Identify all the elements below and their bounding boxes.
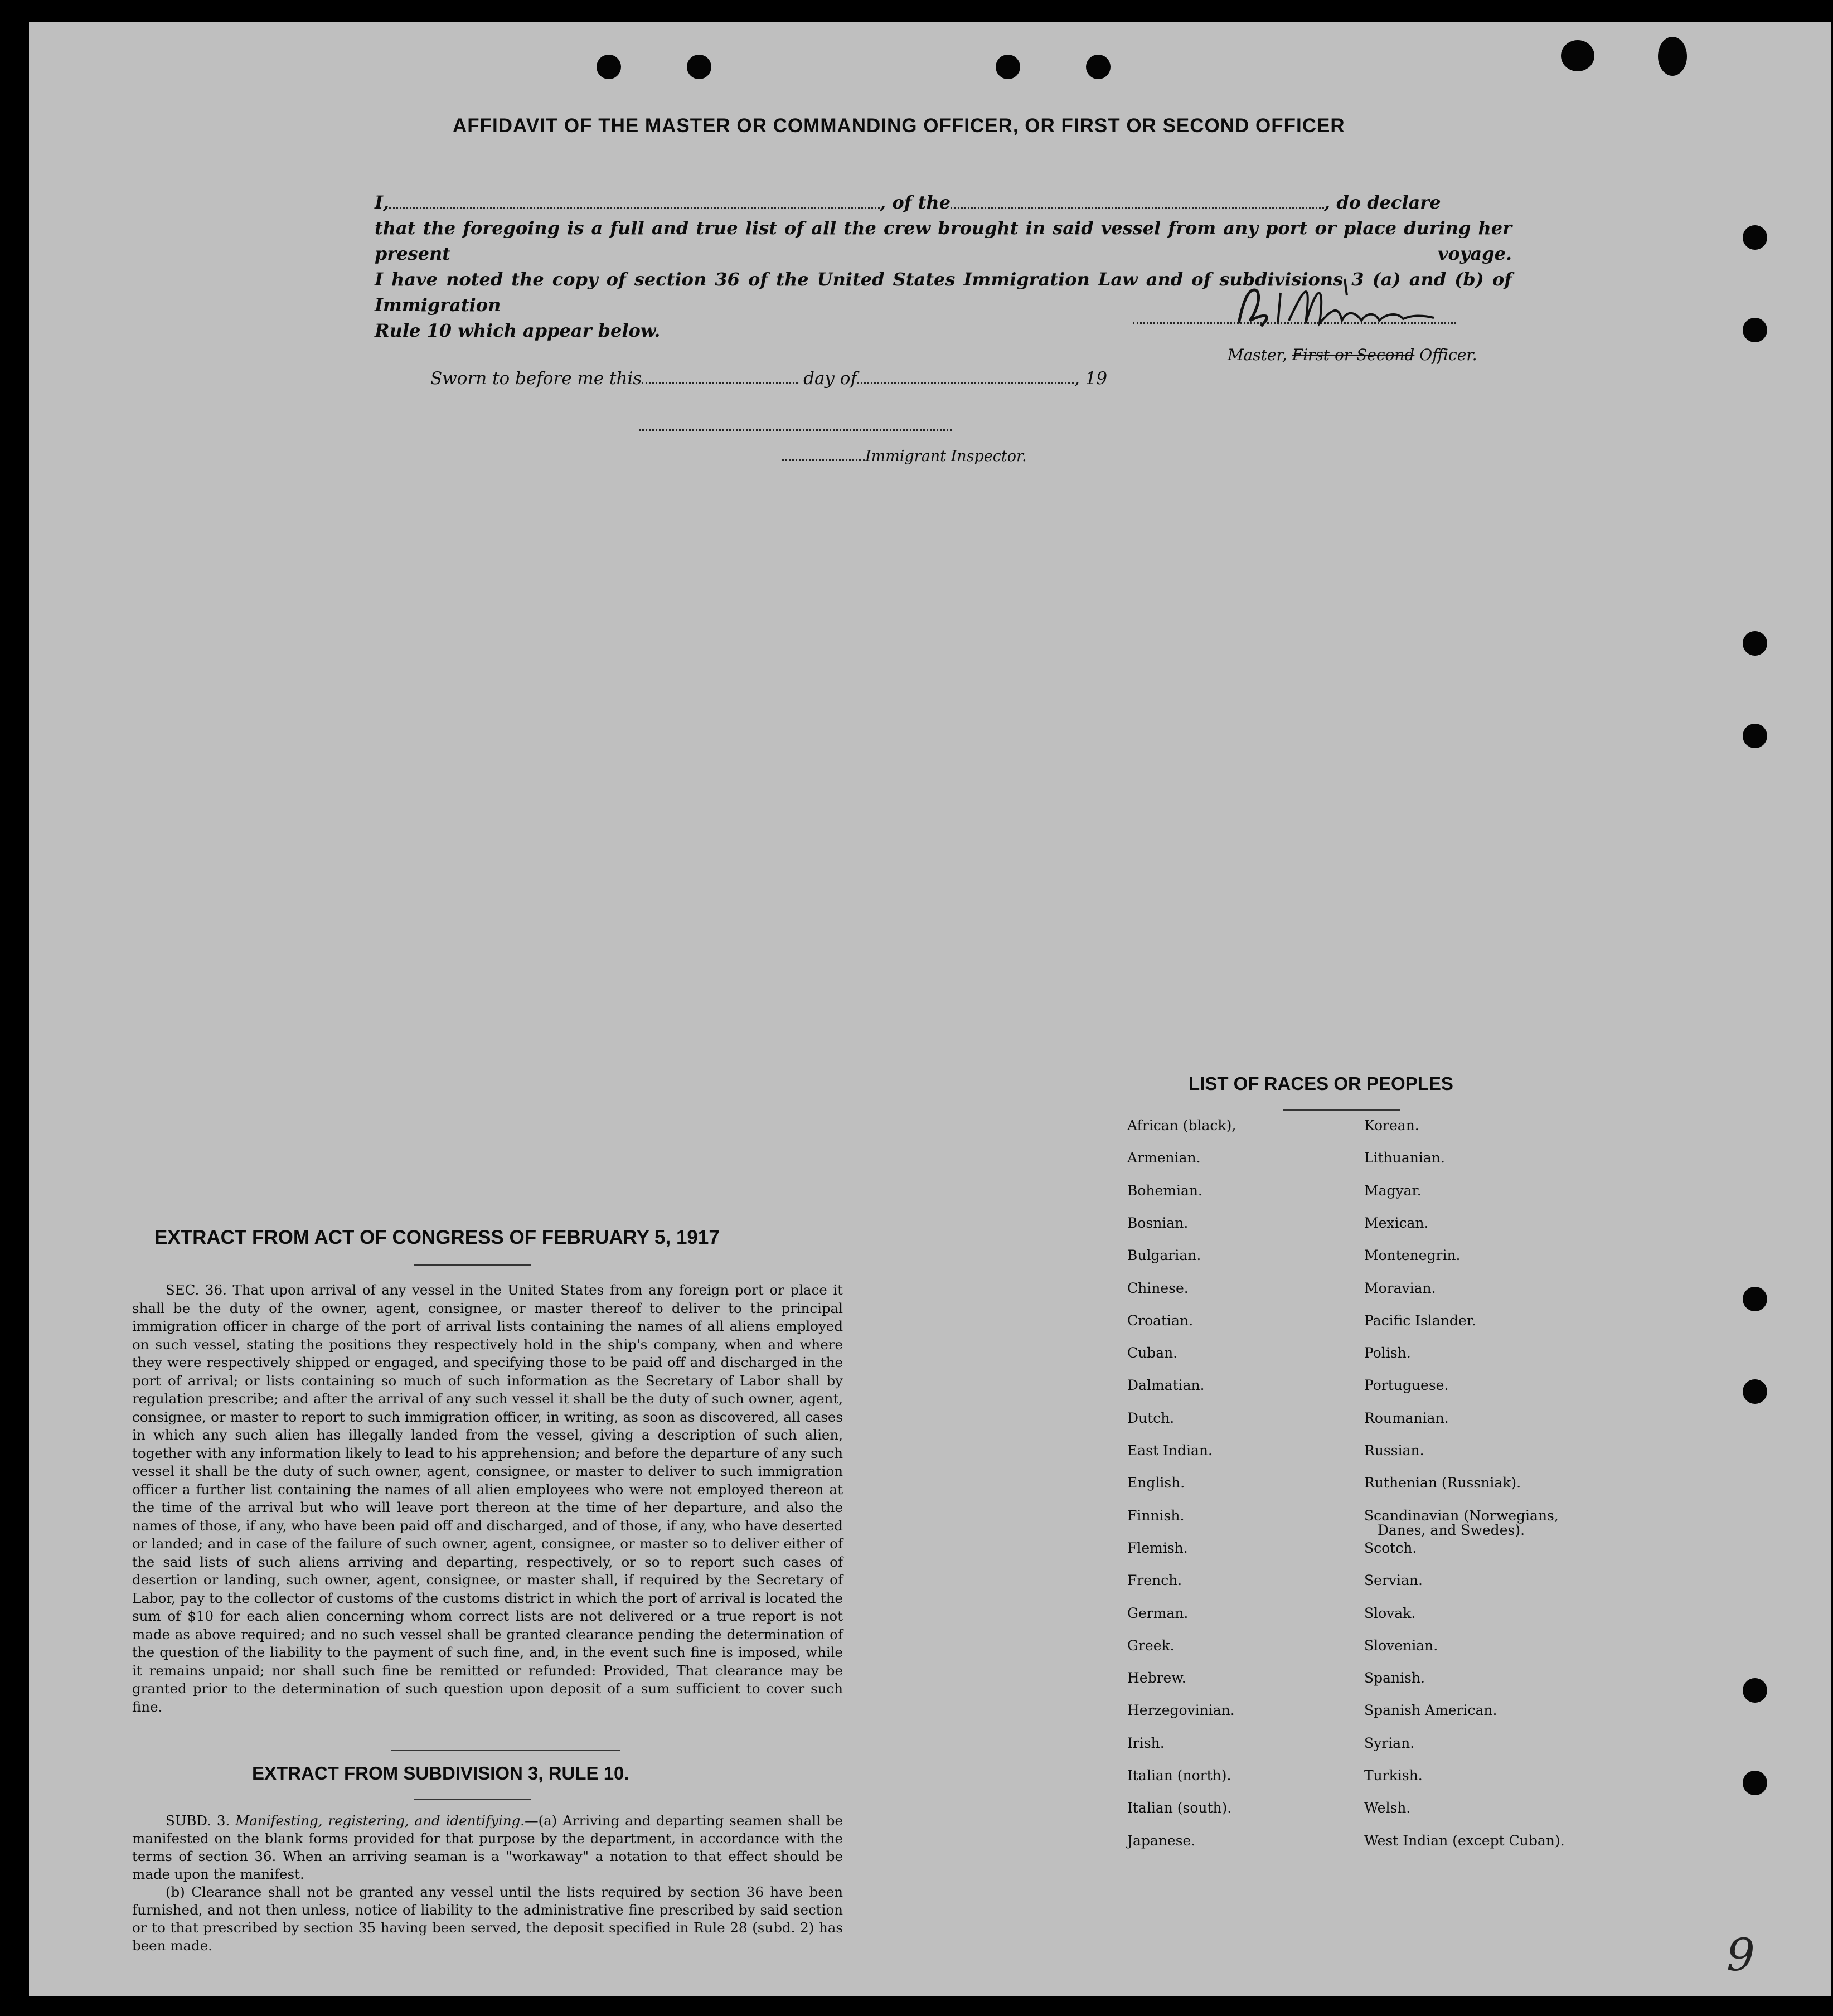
label-master: Master, <box>1228 346 1292 364</box>
para-a-prefix: SUBD. 3. <box>166 1813 236 1829</box>
race-item: Pacific Islander. <box>1364 1312 1476 1329</box>
race-item: West Indian (except Cuban). <box>1364 1832 1565 1849</box>
label-officer: Officer. <box>1414 346 1477 364</box>
binder-hole <box>1743 631 1767 656</box>
race-item: Montenegrin. <box>1364 1247 1461 1264</box>
para-a-heading: Manifesting, registering, and identifying. <box>235 1813 525 1829</box>
inspector-label-text: Immigrant Inspector. <box>865 448 1027 465</box>
rule-10-para-b: (b) Clearance shall not be granted any vessel until the lists required by section 36 have been furnished, and not then unless, notice of liability to the administrative fine prescribed by said section or to that prescribed by section 35 having been served, the deposit specified in Rule 28 (subd. 2) has been made. <box>132 1884 843 1954</box>
race-item: Armenian. <box>1127 1150 1201 1166</box>
declare-i: I, <box>375 192 390 213</box>
race-item: Italian (south). <box>1127 1800 1232 1816</box>
binder-hole <box>1561 40 1594 71</box>
extract-act-title: EXTRACT FROM ACT OF CONGRESS OF FEBRUARY 5, 1917 <box>154 1227 720 1248</box>
race-item: Turkish. <box>1364 1767 1423 1784</box>
race-item: Irish. <box>1127 1734 1165 1751</box>
binder-hole <box>687 55 711 79</box>
race-item: French. <box>1127 1572 1182 1589</box>
signature-line[interactable] <box>1133 322 1456 324</box>
page-number: 9 <box>1727 1929 1755 1981</box>
document-page <box>29 22 1831 1996</box>
sworn-day-field[interactable] <box>642 368 798 384</box>
race-item: Korean. <box>1364 1117 1419 1133</box>
binder-hole <box>1743 1678 1767 1703</box>
race-item: East Indian. <box>1127 1442 1213 1458</box>
race-item: Bosnian. <box>1127 1214 1189 1231</box>
sworn-month-field[interactable] <box>857 368 1074 384</box>
declare-do-declare: , do declare <box>1324 192 1441 213</box>
master-signature <box>1228 273 1439 340</box>
label-struck-officers: First or Second <box>1292 346 1415 364</box>
sworn-day-of: day of <box>803 369 857 389</box>
race-item: Hebrew. <box>1127 1670 1186 1687</box>
race-item: Scandinavian (Norwegians, Danes, and Swedes). <box>1364 1507 1559 1538</box>
race-item: Welsh. <box>1364 1800 1411 1816</box>
race-item: Portuguese. <box>1364 1377 1449 1394</box>
declaration-line-4: Rule 10 which appear below. <box>375 320 661 341</box>
race-item: Syrian. <box>1364 1734 1415 1751</box>
rule-10-text <box>132 1812 843 1955</box>
race-item: Spanish American. <box>1364 1702 1497 1719</box>
race-item: Bohemian. <box>1127 1182 1202 1199</box>
race-item: English. <box>1127 1475 1185 1491</box>
vessel-name-field[interactable] <box>951 191 1324 209</box>
race-item: Ruthenian (Russniak). <box>1364 1475 1521 1491</box>
race-item: Russian. <box>1364 1442 1424 1458</box>
para-a-body: —(a) Arriving and departing seamen shall be manifested on the blank forms provided for that purpose by the department, in accordance with the terms of section 36. When an arriving seaman is a "workaway" a notation to that effect should be made upon the manifest. <box>132 1813 843 1882</box>
race-item: Slovenian. <box>1364 1637 1438 1654</box>
race-item: Spanish. <box>1364 1670 1425 1687</box>
race-item: Greek. <box>1127 1637 1175 1654</box>
inspector-signature-line[interactable] <box>639 429 952 431</box>
binder-hole <box>1086 55 1111 79</box>
race-item: Dalmatian. <box>1127 1377 1205 1394</box>
race-item: Chinese. <box>1127 1280 1189 1296</box>
race-item: Slovak. <box>1364 1605 1416 1621</box>
race-item: Roumanian. <box>1364 1409 1449 1426</box>
binder-hole <box>1743 724 1767 748</box>
race-item: Japanese. <box>1127 1832 1196 1849</box>
race-item: Finnish. <box>1127 1507 1185 1524</box>
race-item: Croatian. <box>1127 1312 1194 1329</box>
race-item: German. <box>1127 1605 1189 1621</box>
race-item: Italian (north). <box>1127 1767 1231 1784</box>
race-item: Herzegovinian. <box>1127 1702 1235 1719</box>
extract-rule-title: EXTRACT FROM SUBDIVISION 3, RULE 10. <box>252 1763 629 1784</box>
race-item: Magyar. <box>1364 1182 1422 1199</box>
inspector-label <box>782 447 1027 465</box>
signature-label <box>1228 346 1477 364</box>
race-item: Scotch. <box>1364 1539 1417 1556</box>
declaration-line-2: that the foregoing is a full and true list of all the crew brought in said vessel from any port or place during her present voyage. <box>375 217 1512 264</box>
declare-of-the: , of the <box>880 192 951 213</box>
declaration-line-3: I have noted the copy of section 36 of the United States Immigration Law and of subdivisions 3 (a) and (b) of Immigration <box>375 269 1512 316</box>
sworn-year: , 19 <box>1074 369 1108 389</box>
race-item: Cuban. <box>1127 1345 1178 1361</box>
extract-rule-divider <box>414 1799 531 1800</box>
race-item: Dutch. <box>1127 1409 1175 1426</box>
binder-hole <box>1743 225 1767 250</box>
races-divider <box>1283 1109 1400 1111</box>
race-item: Polish. <box>1364 1345 1411 1361</box>
race-item: Servian. <box>1364 1572 1423 1589</box>
binder-hole <box>1743 1771 1767 1795</box>
rule-10-para-a <box>132 1812 843 1883</box>
inspector-fill <box>782 447 865 461</box>
sworn-prefix: Sworn to before me this <box>430 369 642 389</box>
binder-hole <box>1743 1287 1767 1311</box>
extract-divider <box>391 1750 620 1751</box>
race-item: Moravian. <box>1364 1280 1436 1296</box>
race-item: Mexican. <box>1364 1214 1429 1231</box>
races-title: LIST OF RACES OR PEOPLES <box>1189 1073 1453 1094</box>
race-item: Flemish. <box>1127 1539 1188 1556</box>
section-36-text <box>132 1281 843 1716</box>
master-name-field[interactable] <box>389 191 880 209</box>
sworn-line <box>430 368 1107 389</box>
binder-hole <box>1743 318 1767 342</box>
race-item: Lithuanian. <box>1364 1150 1445 1166</box>
binder-hole <box>1658 37 1687 76</box>
binder-hole <box>597 55 621 79</box>
race-item: Bulgarian. <box>1127 1247 1201 1264</box>
extract-act-divider <box>414 1264 531 1266</box>
affidavit-title: AFFIDAVIT OF THE MASTER OR COMMANDING OFFICER, OR FIRST OR SECOND OFFICER <box>453 115 1345 137</box>
section-36-body: SEC. 36. That upon arrival of any vessel in the United States from any foreign port or place it shall be the duty of the owner, agent, consignee, or master thereof to deliver to the principal immigration officer in charge of the port of arrival lists containing the names of all aliens employed on such vessel, stating the positions they respectively hold in the ship's company, when and where they were respectively shipped or engaged, and specifying those to be paid off and discharged in the port of arrival; or lists containing so much of such information as the Secretary of Labor shall by regulation prescribe; and after the arrival of any such vessel it shall be the duty of such owner, agent, consignee, or master to report to such immigration officer, in writing, as soon as discovered, all cases in which any such alien has illegally landed from the vessel, giving a description of such alien, together with any information likely to lead to his apprehension; and before the departure of any such vessel it shall be the duty of such owner, agent, consignee, or master to deliver to such immigration officer a further list containing the names of all alien employees who were not employed thereon at the time of the arrival but who will leave port thereon at the time of her departure, and also the names of those, if any, who have been paid off and discharged, and of those, if any, who have deserted or landed; and in case of the failure of such owner, agent, consignee, or master so to deliver either of the said lists of such aliens arriving and departing, respectively, or so to report such cases of desertion or landing, such owner, agent, consignee, or master shall, if required by the Secretary of Labor, pay to the collector of customs of the customs district in which the port of arrival is located the sum of $10 for each alien concerning whom correct lists are not delivered or a true report is not made as above required; and no such vessel shall be granted clearance pending the determination of the question of the liability to the payment of such fine, and, in the event such fine is imposed, while it remains unpaid; nor shall such fine be remitted or refunded: Provided, That clearance may be granted prior to the determination of such question upon deposit of a sum sufficient to cover such fine. <box>132 1282 843 1715</box>
race-item: African (black), <box>1127 1117 1236 1133</box>
binder-hole <box>1743 1379 1767 1404</box>
binder-hole <box>996 55 1020 79</box>
declaration-line-1 <box>375 190 1512 215</box>
